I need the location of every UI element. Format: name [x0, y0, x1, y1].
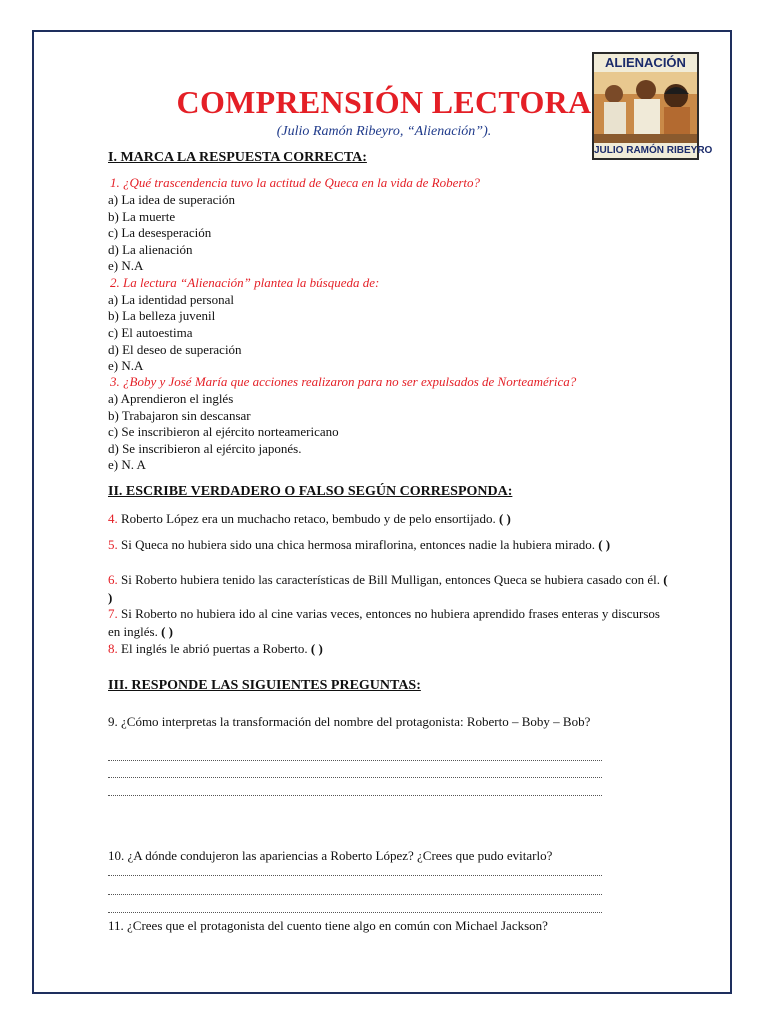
- q2-option-a: a) La identidad personal: [108, 292, 234, 307]
- tf-item-4-text: Roberto López era un muchacho retaco, bembudo y de pelo ensortijado.: [117, 511, 499, 526]
- q2-option-d: d) El deseo de superación: [108, 342, 242, 357]
- q2-option-b: b) La belleza juvenil: [108, 308, 216, 323]
- tf-item-7: [108, 605, 668, 641]
- tf-item-8-text: El inglés le abrió puertas a Roberto.: [117, 641, 311, 656]
- q3-option-c: c) Se inscribieron al ejército norteamericano: [108, 424, 339, 439]
- tf-item-6-text: Si Roberto hubiera tenido las características de Bill Mulligan, entonces Queca se hubiera casado con él.: [117, 572, 664, 587]
- question-2: 2. La lectura “Alienación” plantea la búsqueda de:: [110, 275, 380, 290]
- q3-option-b: b) Trabajaron sin descansar: [108, 408, 251, 423]
- question-11: 11. ¿Crees que el protagonista del cuento tiene algo en común con Michael Jackson?: [108, 918, 548, 933]
- q3-option-a: a) Aprendieron el inglés: [108, 391, 234, 406]
- tf-item-4-number: 4.: [108, 511, 118, 526]
- tf-item-6-blank[interactable]: ( ): [108, 572, 668, 605]
- q1-option-a: a) La idea de superación: [108, 192, 236, 207]
- tf-item-7-number: 7.: [108, 606, 118, 621]
- page-subtitle: (Julio Ramón Ribeyro, “Alienación”).: [276, 124, 492, 139]
- tf-item-4-blank[interactable]: ( ): [498, 511, 511, 526]
- tf-item-7-blank[interactable]: ( ): [161, 624, 173, 639]
- tf-item-8-blank[interactable]: ( ): [310, 641, 323, 656]
- answer-line-10-2[interactable]: [108, 894, 602, 895]
- tf-item-6: [108, 571, 668, 607]
- q2-option-e: e) N.A: [108, 358, 144, 373]
- answer-line-10-3[interactable]: [108, 912, 602, 913]
- tf-item-8-number: 8.: [108, 641, 118, 656]
- q2-option-c: c) El autoestima: [108, 325, 193, 340]
- question-10: 10. ¿A dónde condujeron las apariencias a Roberto López? ¿Crees que pudo evitarlo?: [108, 848, 553, 863]
- tf-item-5-number: 5.: [108, 537, 118, 552]
- tf-item-5-blank[interactable]: ( ): [598, 537, 611, 552]
- tf-item-6-number: 6.: [108, 572, 118, 587]
- cover-title: ALIENACIÓN: [594, 54, 697, 72]
- tf-item-5-text: Si Queca no hubiera sido una chica hermosa miraflorina, entonces nadie la hubiera mirado.: [117, 537, 599, 552]
- section3-heading: III. RESPONDE LAS SIGUIENTES PREGUNTAS:: [108, 678, 421, 693]
- answer-line-9-1[interactable]: [108, 760, 602, 761]
- section1-heading: I. MARCA LA RESPUESTA CORRECTA:: [108, 150, 367, 165]
- q1-option-c: c) La desesperación: [108, 225, 212, 240]
- answer-line-10-1[interactable]: [108, 875, 602, 876]
- tf-item-8: [108, 640, 668, 658]
- question-9: 9. ¿Cómo interpretas la transformación del nombre del protagonista: Roberto – Boby – Bob?: [108, 714, 591, 729]
- tf-item-7-text: Si Roberto no hubiera ido al cine varias veces, entonces no hubiera aprendido frases enteras y discursos en inglés.: [108, 606, 660, 639]
- q3-option-d: d) Se inscribieron al ejército japonés.: [108, 441, 302, 456]
- tf-item-5: [108, 536, 668, 554]
- q1-option-e: e) N.A: [108, 258, 144, 273]
- tf-item-4: [108, 510, 668, 528]
- question-3: 3. ¿Boby y José María que acciones realizaron para no ser expulsados de Norteamérica?: [110, 374, 577, 389]
- cover-author: JULIO RAMÓN RIBEYRO: [594, 145, 713, 156]
- q1-option-d: d) La alienación: [108, 242, 193, 257]
- question-1: 1. ¿Qué trascendencia tuvo la actitud de Queca en la vida de Roberto?: [110, 175, 481, 190]
- answer-line-9-3[interactable]: [108, 795, 602, 796]
- answer-line-9-2[interactable]: [108, 777, 602, 778]
- section2-heading: II. ESCRIBE VERDADERO O FALSO SEGÚN CORRESPONDA:: [108, 484, 513, 499]
- q1-option-b: b) La muerte: [108, 209, 176, 224]
- page-title: COMPRENSIÓN LECTORA: [176, 84, 592, 120]
- q3-option-e: e) N. A: [108, 457, 146, 472]
